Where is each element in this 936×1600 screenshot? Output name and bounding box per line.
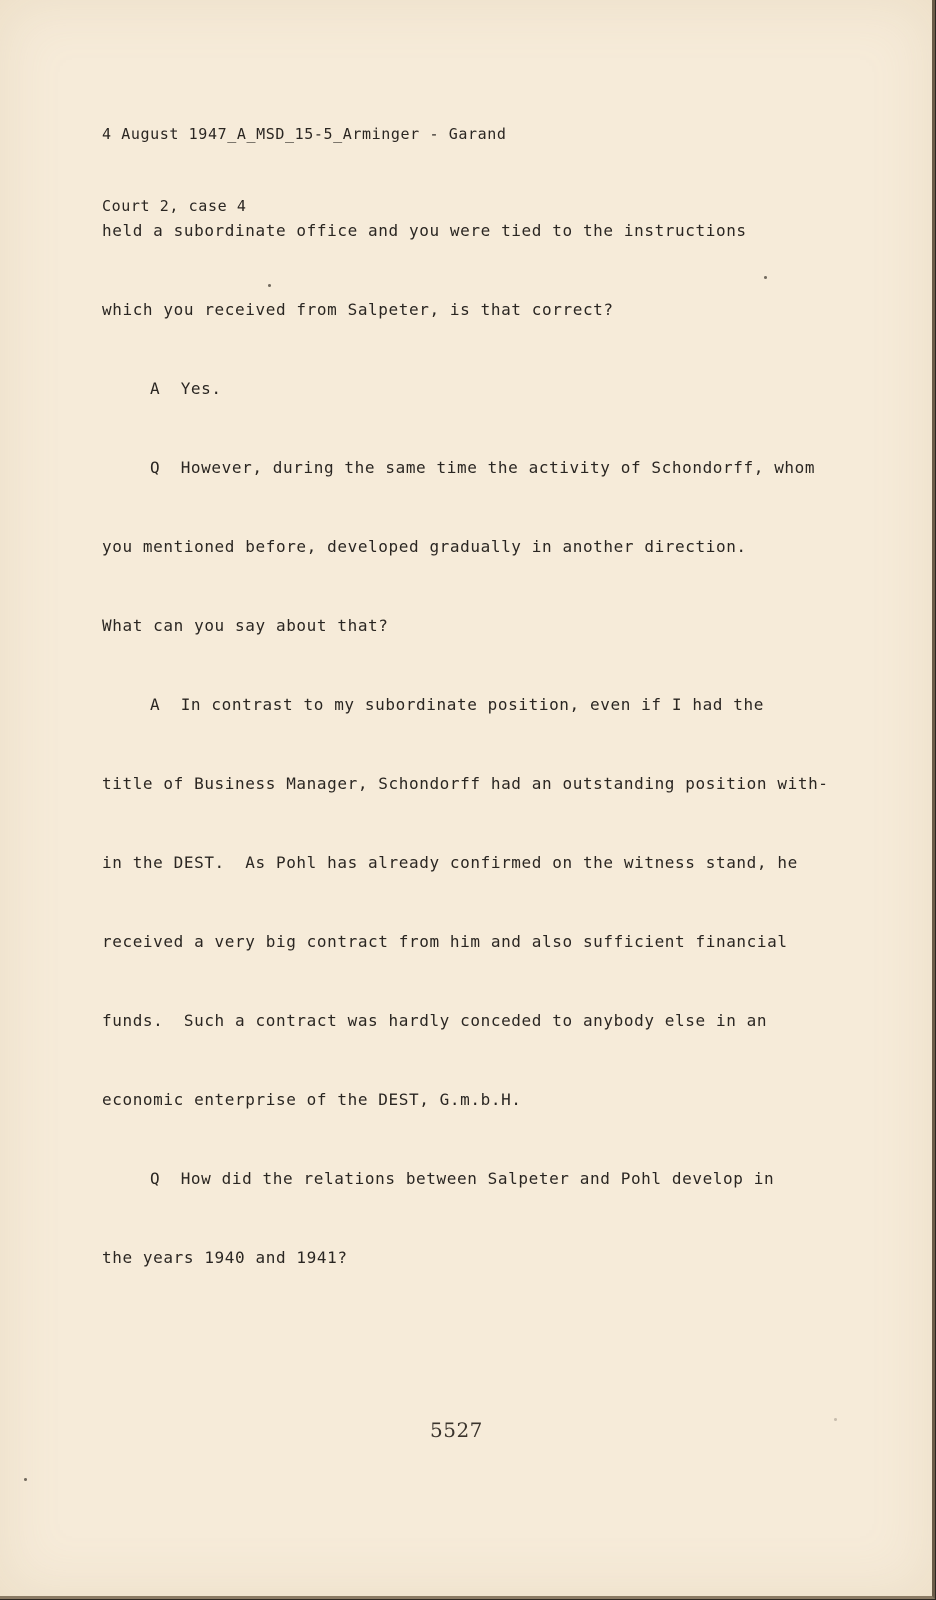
transcript-line-5: you mentioned before, developed gradually in another direction. — [102, 537, 747, 556]
transcript-line-14: the years 1940 and 1941? — [102, 1248, 348, 1267]
ink-speck — [834, 1418, 837, 1421]
ink-speck — [24, 1478, 27, 1481]
transcript-line-7: A In contrast to my subordinate position, even if I had the — [150, 695, 764, 714]
transcript-line-1: held a subordinate office and you were tied to the instructions — [102, 221, 747, 240]
transcript-line-12: economic enterprise of the DEST, G.m.b.H. — [102, 1090, 522, 1109]
transcript-line-13: Q How did the relations between Salpeter and Pohl develop in — [150, 1169, 775, 1188]
transcript-line-9: in the DEST. As Pohl has already confirmed on the witness stand, he — [102, 853, 798, 872]
transcript-line-3: A Yes. — [150, 379, 222, 398]
page-number: 5527 — [430, 1418, 483, 1442]
transcript-line-11: funds. Such a contract was hardly conceded to anybody else in an — [102, 1011, 768, 1030]
ink-speck — [764, 276, 767, 279]
transcript-line-6: What can you say about that? — [102, 616, 389, 635]
header-line-date-case: 4 August 1947_A_MSD_15-5_Arminger - Garand — [102, 125, 507, 143]
ink-speck — [268, 284, 271, 287]
transcript-body — [102, 172, 842, 1316]
header-line-court: Court 2, case 4 — [102, 197, 247, 215]
transcript-line-10: received a very big contract from him and also sufficient financial — [102, 932, 788, 951]
transcript-line-2: which you received from Salpeter, is that correct? — [102, 300, 614, 319]
transcript-line-4: Q However, during the same time the activity of Schondorff, whom — [150, 458, 816, 477]
transcript-line-8: title of Business Manager, Schondorff had an outstanding position with- — [102, 774, 829, 793]
